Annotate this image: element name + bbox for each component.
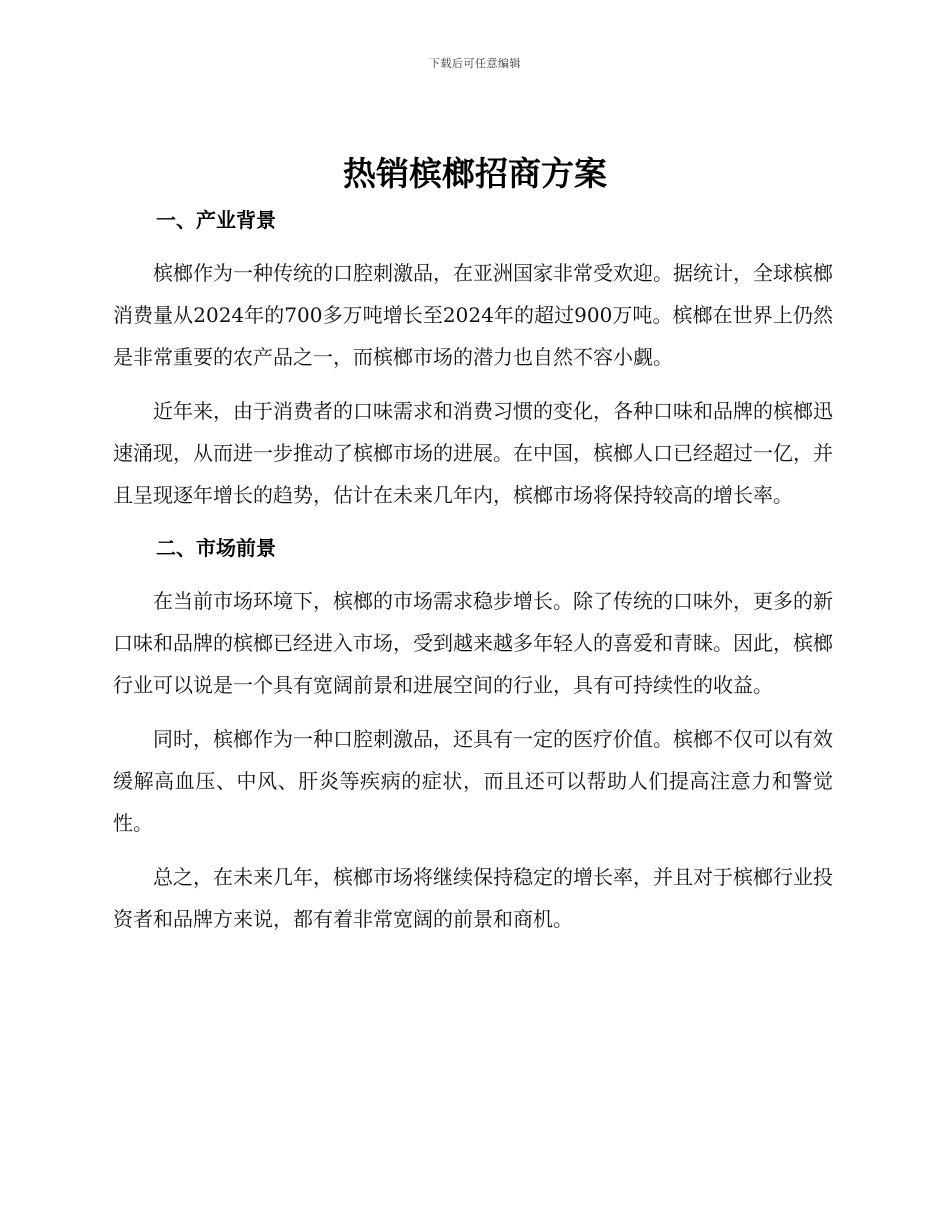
paragraph: 在当前市场环境下，槟榔的市场需求稳步增长。除了传统的口味外，更多的新口味和品牌的槟榔已经进入市场，受到越来越多年轻人的喜爱和青睐。因此，槟榔行业可以说是一个具有宽阔前景和进展空间的行业，具有可持续性的收益。 [113, 589, 833, 697]
document-title: 热销槟榔招商方案 [343, 154, 607, 193]
paragraph: 总之，在未来几年，槟榔市场将继续保持稳定的增长率，并且对于槟榔行业投资者和品牌方来说，都有着非常宽阔的前景和商机。 [113, 865, 833, 931]
paragraph: 近年来，由于消费者的口味需求和消费习惯的变化，各种口味和品牌的槟榔迅速涌现，从而进一步推动了槟榔市场的进展。在中国，槟榔人口已经超过一亿，并且呈现逐年增长的趋势，估计在未来几年内，槟榔市场将保持较高的增长率。 [113, 399, 833, 507]
document-body [113, 200, 833, 940]
header-note: 下载后可任意编辑 [429, 57, 521, 70]
section-heading-market-outlook: 二、市场前景 [156, 536, 276, 560]
paragraph: 槟榔作为一种传统的口腔刺激品，在亚洲国家非常受欢迎。据统计，全球槟榔消费量从2024年的700多万吨增长至2024年的超过900万吨。槟榔在世界上仍然是非常重要的农产品之一，而槟榔市场的潜力也自然不容小觑。 [113, 261, 833, 369]
section-heading-industry-background: 一、产业背景 [156, 208, 276, 232]
paragraph: 同时，槟榔作为一种口腔刺激品，还具有一定的医疗价值。槟榔不仅可以有效缓解高血压、中风、肝炎等疾病的症状，而且还可以帮助人们提高注意力和警觉性。 [113, 727, 833, 835]
